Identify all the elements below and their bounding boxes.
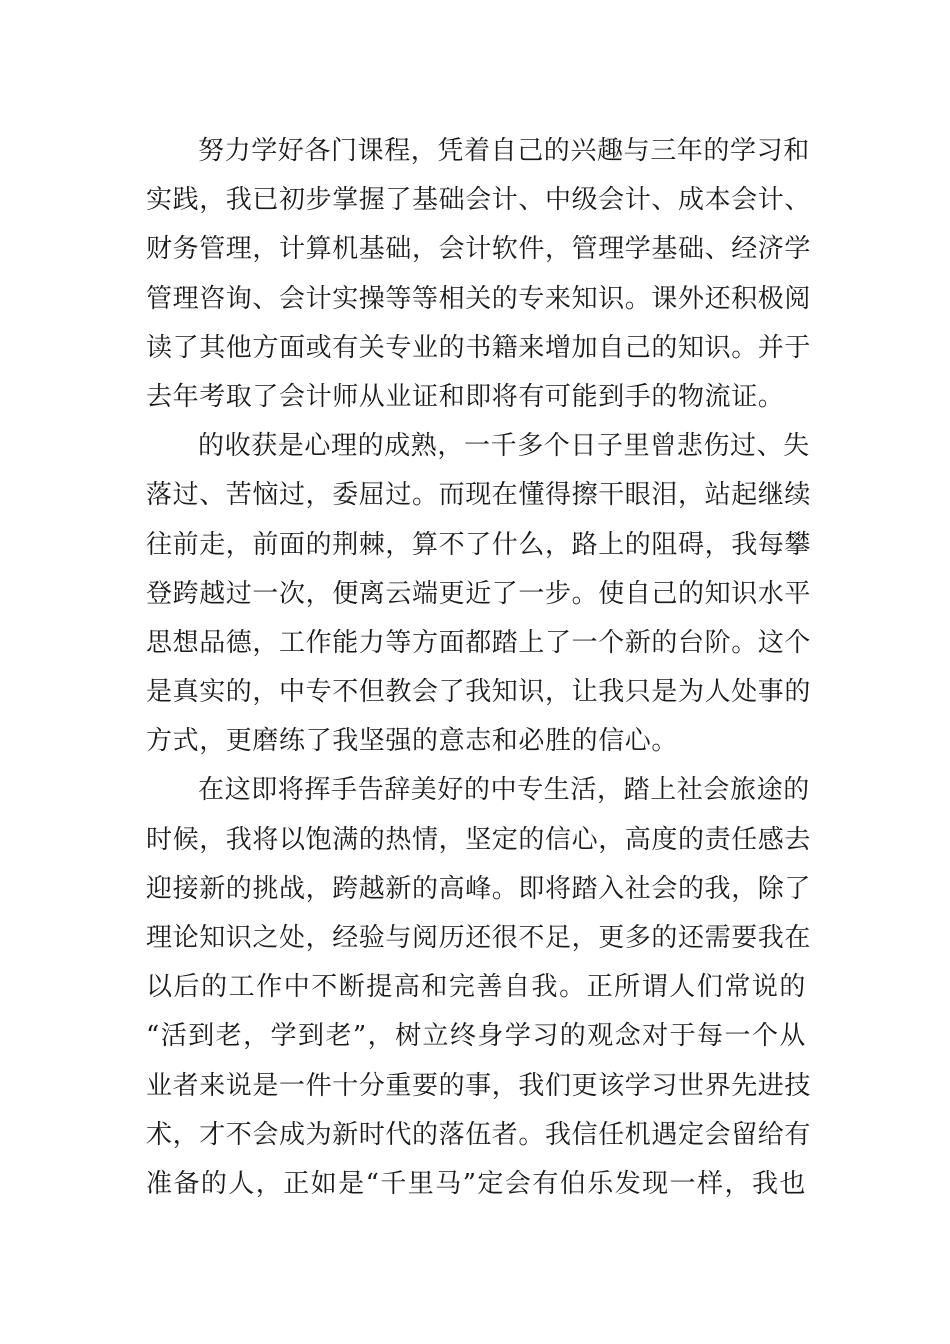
paragraph-3-line-7: 业者来说是一件十分重要的事，我们更该学习世界先进技	[146, 1070, 812, 1101]
paragraph-3-line-8: 术，才不会成为新时代的落伍者。我信任机遇定会留给有	[146, 1119, 812, 1150]
paragraph-2-line-4: 登跨越过一次，便离云端更近了一步。使自己的知识水平	[146, 578, 812, 609]
paragraph-2-line-1: 的收获是心理的成熟，一千多个日子里曾悲伤过、失	[198, 431, 810, 462]
paragraph-3-line-3: 迎接新的挑战，跨越新的高峰。即将踏入社会的我，除了	[146, 873, 812, 904]
paragraph-2-line-7: 方式，更磨练了我坚强的意志和必胜的信心。	[146, 726, 679, 757]
paragraph-1-line-1: 努力学好各门课程，凭着自己的兴趣与三年的学习和	[198, 136, 810, 166]
paragraph-2-line-2: 落过、苦恼过，委屈过。而现在懂得擦干眼泪，站起继续	[146, 480, 812, 511]
paragraph-1-line-4: 管理咨询、会计实操等等相关的专来知识。课外还积极阅	[146, 283, 812, 314]
paragraph-2-line-3: 往前走，前面的荆棘，算不了什么，路上的阻碍，我每攀	[146, 529, 812, 560]
paragraph-3-line-4: 理论知识之处，经验与阅历还很不足，更多的还需要我在	[146, 923, 812, 953]
paragraph-2-line-6: 是真实的，中专不但教会了我知识，让我只是为人处事的	[146, 677, 812, 708]
document-body	[146, 127, 812, 1209]
paragraph-3-line-9: 准备的人，正如是“千里马”定会有伯乐发现一样，我也	[146, 1168, 806, 1199]
paragraph-2-line-5: 思想品德，工作能力等方面都踏上了一个新的台阶。这个	[146, 627, 812, 658]
paragraph-3-line-5: 以后的工作中不断提高和完善自我。正所谓人们常说的	[146, 972, 806, 1003]
paragraph-3-line-2: 时候，我将以饱满的热情，坚定的信心，高度的责任感去	[146, 824, 812, 855]
paragraph-1-line-3: 财务管理，计算机基础，会计软件，管理学基础、经济学	[146, 234, 812, 265]
paragraph-3-line-1: 在这即将挥手告辞美好的中专生活，踏上社会旅途的	[198, 775, 810, 806]
paragraph-1-line-5: 读了其他方面或有关专业的书籍来增加自己的知识。并于	[146, 332, 812, 363]
paragraph-1-line-2: 实践，我已初步掌握了基础会计、中级会计、成本会计、	[146, 185, 812, 216]
paragraph-3-line-6: “活到老，学到老”，树立终身学习的观念对于每一个从	[146, 1021, 806, 1052]
paragraph-1-line-6: 去年考取了会计师从业证和即将有可能到手的物流证。	[146, 381, 785, 412]
